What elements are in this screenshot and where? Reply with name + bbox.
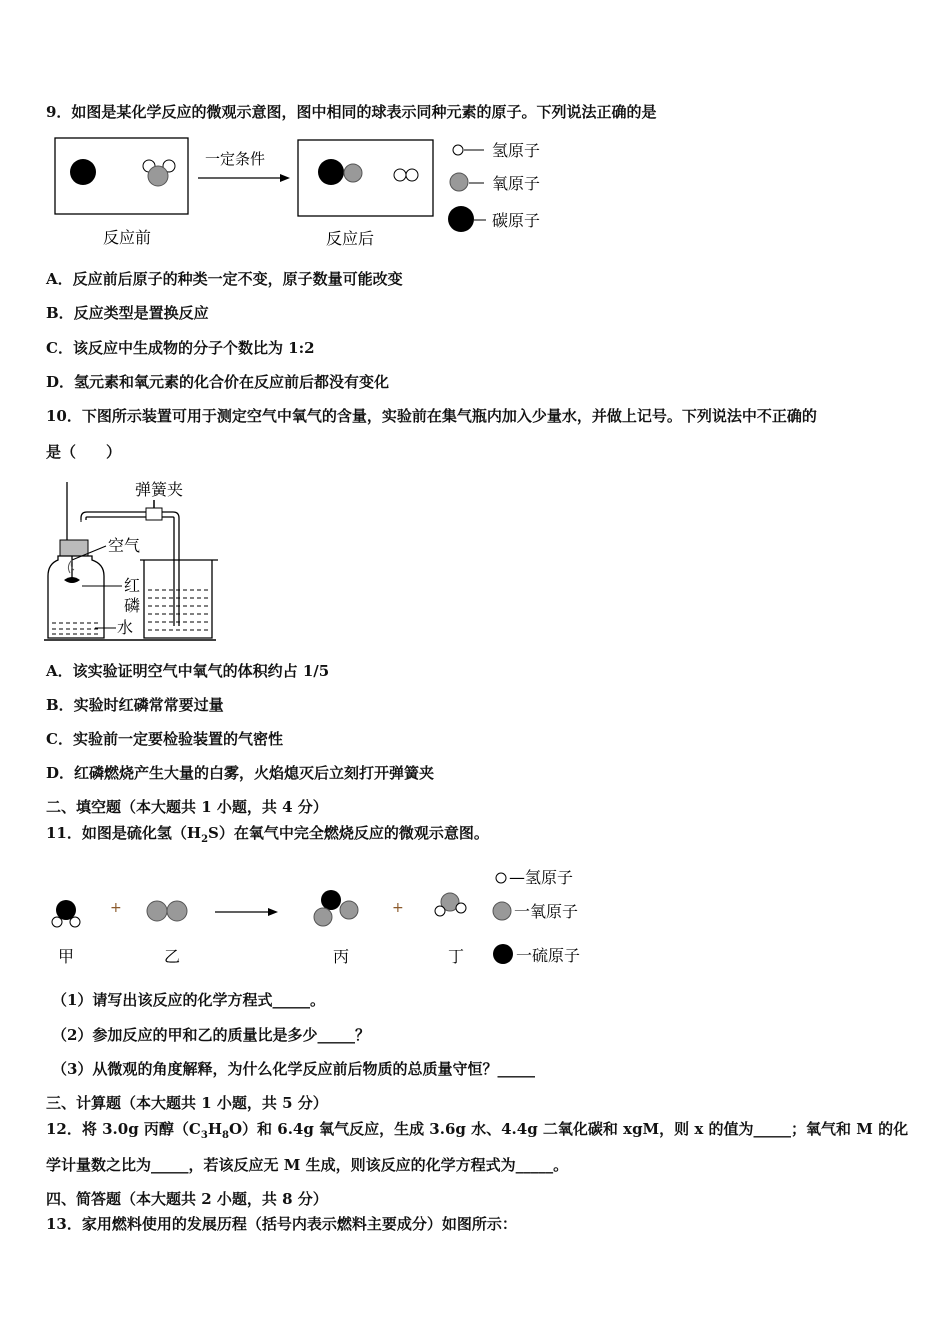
q9-before-label: 反应前 (103, 228, 152, 247)
q11-plus-2: + (392, 900, 404, 916)
section4-heading: 四、简答题（本大题共 2 小题，共 8 分） (46, 1190, 328, 1208)
q11-part-1: （1）请写出该反应的化学方程式_____。 (52, 991, 325, 1009)
q12-blank-x[interactable]: _____ (753, 1120, 792, 1138)
q9-legend-hydrogen: 氢原子 (492, 141, 541, 160)
q9-option-c: C．该反应中生成物的分子个数比为 1:2 (46, 339, 315, 357)
q11-label-jia: 甲 (58, 947, 75, 966)
q10-phosphorus-label-1: 红 (124, 576, 141, 595)
q11-part2-blank[interactable]: _____ (317, 1026, 355, 1044)
q11-plus-1: + (110, 900, 122, 916)
q9-stem: 9．如图是某化学反应的微观示意图，图中相同的球表示同种元素的原子。下列说法正确的是 (46, 103, 657, 121)
q10-clamp-label: 弹簧夹 (135, 480, 184, 499)
q11-part3-blank[interactable]: _____ (497, 1060, 535, 1078)
q12-line1: 12．将 3.0g 丙醇$(C_3H_8O)$和 6.4g 氧气反应，生成 3.6g 水、4.4g 二氧化碳和 xgM，则 x 的值为_____；氧气和 M 的化 (46, 1120, 909, 1141)
q10-option-a: A．该实验证明空气中氧气的体积约占 1/5 (46, 662, 330, 680)
q10-apparatus-diagram (40, 478, 240, 646)
q9-option-a: A．反应前后原子的种类一定不变，原子数量可能改变 (46, 270, 403, 288)
q11-legend-hydrogen: —氢原子 (509, 868, 574, 887)
section3-heading: 三、计算题（本大题共 1 小题，共 5 分） (46, 1094, 328, 1112)
q12-blank-equation[interactable]: _____ (515, 1156, 554, 1174)
q9-arrow-label: 一定条件 (205, 150, 266, 168)
q11-label-bing: 丙 (333, 947, 350, 966)
q11-diagram (0, 862, 620, 972)
section2-heading: 二、填空题（本大题共 1 小题，共 4 分） (46, 798, 328, 816)
q10-air-label: 空气 (108, 536, 141, 555)
q9-legend-oxygen: 氧原子 (492, 174, 541, 193)
q10-water-label: 水 (117, 618, 134, 637)
q11-part1-blank[interactable]: _____ (272, 991, 310, 1009)
q12-line2: 学计量数之比为_____，若该反应无 M 生成，则该反应的化学方程式为_____。 (46, 1156, 569, 1174)
q10-option-c: C．实验前一定要检验装置的气密性 (46, 730, 283, 748)
q9-after-label: 反应后 (326, 229, 375, 248)
q11-part-2: （2）参加反应的甲和乙的质量比是多少_____？ (52, 1026, 370, 1044)
q11-part-3: （3）从微观的角度解释，为什么化学反应前后物质的总质量守恒？_____ (52, 1060, 535, 1078)
q11-label-ding: 丁 (448, 947, 465, 966)
q9-legend-carbon: 碳原子 (492, 211, 541, 230)
q10-phosphorus-label-2: 磷 (124, 596, 141, 615)
q9-diagram (0, 130, 600, 255)
q11-legend-sulfur: 一硫原子 (516, 946, 581, 965)
q11-legend-oxygen: 一氧原子 (514, 902, 579, 921)
q11-stem: 11．如图是硫化氢$(H_2S)$在氧气中完全燃烧反应的微观示意图。 (46, 824, 489, 845)
q10-option-d: D．红磷燃烧产生大量的白雾，火焰熄灭后立刻打开弹簧夹 (46, 764, 435, 782)
q10-stem-line2: 是（ ） (46, 443, 122, 461)
q9-option-d: D．氢元素和氧元素的化合价在反应前后都没有变化 (46, 373, 390, 391)
q12-blank-ratio[interactable]: _____ (151, 1156, 189, 1174)
q9-option-b: B．反应类型是置换反应 (46, 304, 209, 322)
q13-stem: 13．家用燃料使用的发展历程（括号内表示燃料主要成分）如图所示： (46, 1215, 517, 1233)
q10-stem-line1: 10．下图所示装置可用于测定空气中氧气的含量，实验前在集气瓶内加入少量水，并做上记号。下列说法中不正确的 (46, 407, 817, 425)
q11-label-yi: 乙 (164, 947, 181, 966)
q10-option-b: B．实验时红磷常常要过量 (46, 696, 224, 714)
